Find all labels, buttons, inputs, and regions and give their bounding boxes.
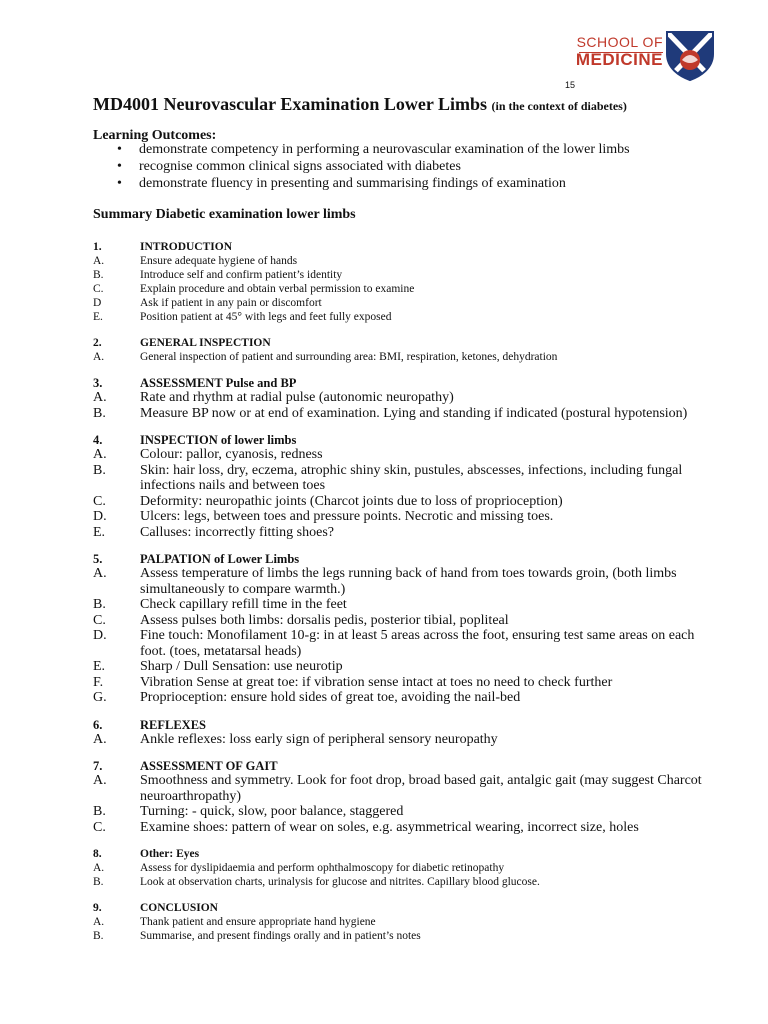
section-3 (93, 376, 713, 421)
logo-text (575, 30, 663, 70)
section-6 (93, 718, 713, 748)
section-item (93, 675, 713, 691)
item-letter: A. (93, 862, 105, 874)
document-title (93, 94, 627, 115)
section-item (93, 350, 713, 364)
page-number: 15 (565, 80, 576, 90)
school-logo (575, 30, 735, 80)
section-4 (93, 433, 713, 540)
section-title: INSPECTION of lower limbs (140, 433, 297, 447)
item-letter: A. (93, 731, 107, 747)
section-item (93, 861, 713, 875)
learning-outcomes-heading: Learning Outcomes: (93, 128, 217, 143)
item-text: Assess temperature of limbs the legs running back of hand from toes towards groin, (both limbs simultaneously to compare warmth.) (140, 566, 677, 597)
section-item (93, 310, 713, 324)
item-letter: C. (93, 283, 104, 295)
section-heading (93, 759, 713, 773)
item-text: Sharp / Dull Sensation: use neurotip (140, 659, 343, 674)
section-8 (93, 847, 713, 889)
item-text: Ankle reflexes: loss early sign of peripheral sensory neuropathy (140, 731, 498, 747)
section-item (93, 732, 713, 748)
section-title: ASSESSMENT Pulse and BP (140, 376, 297, 390)
section-item (93, 929, 713, 943)
item-text: Check capillary refill time in the feet (140, 597, 347, 612)
section-title: INTRODUCTION (140, 241, 233, 253)
section-number: 2. (93, 337, 102, 349)
section-item (93, 915, 713, 929)
item-text: Deformity: neuropathic joints (Charcot joints due to loss of proprioception) (140, 493, 563, 509)
section-item (93, 406, 713, 422)
item-letter: C. (93, 819, 106, 835)
item-text: Skin: hair loss, dry, eczema, atrophic shiny skin, pustules, abscesses, infections, including fungal infections nails and between toes (140, 462, 683, 493)
item-letter: G. (93, 690, 107, 705)
item-letter: B. (93, 405, 106, 421)
section-item (93, 613, 713, 629)
section-title: ASSESSMENT OF GAIT (140, 759, 278, 773)
section-number: 4. (93, 433, 103, 447)
section-item (93, 773, 713, 804)
section-item (93, 494, 713, 510)
section-item (93, 875, 713, 889)
item-letter: C. (93, 612, 106, 628)
item-text: Vibration Sense at great toe: if vibration sense intact at toes no need to check further (140, 674, 613, 690)
item-letter: A. (93, 390, 107, 405)
item-text: Ask if patient in any pain or discomfort (140, 297, 322, 309)
item-text: Introduce self and confirm patient’s identity (140, 269, 343, 281)
learning-outcome-item: • recognise common clinical signs associated with diabetes (93, 158, 630, 175)
section-number: 5. (93, 552, 103, 566)
section-heading (93, 552, 713, 566)
section-heading (93, 376, 713, 390)
item-letter: E. (93, 659, 106, 674)
section-item (93, 268, 713, 282)
item-letter: D. (93, 628, 107, 643)
item-text: Examine shoes: pattern of wear on soles, e.g. asymmetrical wearing, incorrect size, holes (140, 819, 639, 835)
section-number: 9. (93, 902, 102, 914)
item-letter: E. (93, 311, 103, 323)
item-text: Look at observation charts, urinalysis for glucose and nitrites. Capillary blood glucose. (140, 876, 540, 888)
section-heading (93, 433, 713, 447)
section-item (93, 628, 713, 659)
section-item (93, 463, 713, 494)
item-text: Colour: pallor, cyanosis, redness (140, 447, 323, 462)
shield-crest-icon (665, 30, 715, 82)
section-title: CONCLUSION (140, 902, 218, 914)
item-text: Thank patient and ensure appropriate hand hygiene (140, 916, 376, 928)
section-2 (93, 336, 713, 364)
section-number: 8. (93, 848, 102, 860)
logo-divider (579, 52, 663, 53)
item-text: Rate and rhythm at radial pulse (autonomic neuropathy) (140, 390, 454, 405)
section-number: 1. (93, 241, 102, 253)
item-text: Measure BP now or at end of examination. Lying and standing if indicated (postural hypotension) (140, 405, 688, 421)
item-letter: E. (93, 524, 106, 540)
item-letter: C. (93, 493, 106, 509)
section-title: REFLEXES (140, 717, 206, 732)
section-item (93, 525, 713, 541)
section-5 (93, 552, 713, 706)
item-text: Proprioception: ensure hold sides of great toe, avoiding the nail-bed (140, 690, 521, 705)
learning-outcomes-list (93, 141, 630, 192)
section-heading (93, 847, 713, 861)
item-text: Assess pulses both limbs: dorsalis pedis, posterior tibial, popliteal (140, 612, 509, 628)
section-number: 7. (93, 759, 103, 773)
section-item (93, 804, 713, 820)
item-letter: B. (93, 930, 104, 942)
item-text: Assess for dyslipidaemia and perform ophthalmoscopy for diabetic retinopathy (140, 862, 505, 874)
logo-medicine-text: MEDICINE (575, 50, 663, 69)
item-letter: D. (93, 509, 107, 524)
section-item (93, 254, 713, 268)
section-heading (93, 718, 713, 732)
learning-outcome-item: • demonstrate fluency in presenting and summarising findings of examination (93, 175, 630, 192)
section-number: 6. (93, 717, 103, 732)
section-number: 3. (93, 376, 103, 390)
item-letter: A. (93, 773, 107, 788)
item-letter: A. (93, 447, 107, 462)
item-text: Summarise, and present findings orally and in patient’s notes (140, 930, 421, 942)
item-letter: A. (93, 351, 105, 363)
title-context: (in the context of diabetes) (491, 99, 627, 113)
sections-list (93, 240, 713, 955)
section-item (93, 296, 713, 310)
item-letter: A. (93, 255, 105, 267)
item-text: Explain procedure and obtain verbal permission to examine (140, 283, 415, 295)
item-text: Position patient at 45° with legs and feet fully exposed (140, 311, 392, 323)
item-letter: B. (93, 804, 106, 819)
section-heading (93, 240, 713, 254)
logo-school-text: SCHOOL OF (576, 34, 663, 50)
section-item (93, 566, 713, 597)
item-letter: B. (93, 462, 106, 478)
item-letter: D (93, 297, 102, 309)
item-letter: B. (93, 269, 104, 281)
section-item (93, 597, 713, 613)
item-text: Calluses: incorrectly fitting shoes? (140, 524, 335, 540)
item-text: Fine touch: Monofilament 10-g: in at least 5 areas across the foot, ensuring test same areas on each foot. (toes, metatarsal heads) (140, 628, 695, 659)
learning-outcome-item: • demonstrate competency in performing a neurovascular examination of the lower limbs (93, 141, 630, 158)
section-item (93, 690, 713, 706)
item-text: General inspection of patient and surrounding area: BMI, respiration, ketones, dehydration (140, 351, 558, 363)
title-main: MD4001 Neurovascular Examination Lower Limbs (93, 94, 488, 114)
item-text: Smoothness and symmetry. Look for foot drop, broad based gait, antalgic gait (may suggest Charcot neuroarthropathy) (140, 773, 702, 804)
item-text: Ulcers: legs, between toes and pressure points. Necrotic and missing toes. (140, 509, 554, 524)
section-item (93, 390, 713, 406)
section-heading (93, 336, 713, 350)
section-item (93, 820, 713, 836)
section-1 (93, 240, 713, 324)
item-text: Ensure adequate hygiene of hands (140, 255, 298, 267)
section-heading (93, 901, 713, 915)
section-title: PALPATION of Lower Limbs (140, 552, 300, 566)
section-7 (93, 759, 713, 835)
item-letter: A. (93, 566, 107, 581)
section-item (93, 447, 713, 463)
summary-heading: Summary Diabetic examination lower limbs (93, 207, 356, 222)
section-item (93, 659, 713, 675)
section-item (93, 509, 713, 525)
item-letter: B. (93, 876, 104, 888)
item-letter: B. (93, 597, 106, 612)
section-title: Other: Eyes (140, 848, 200, 860)
section-item (93, 282, 713, 296)
item-letter: F. (93, 674, 104, 690)
item-text: Turning: - quick, slow, poor balance, staggered (140, 804, 404, 819)
item-letter: A. (93, 916, 105, 928)
section-title: GENERAL INSPECTION (140, 337, 271, 349)
section-9 (93, 901, 713, 943)
